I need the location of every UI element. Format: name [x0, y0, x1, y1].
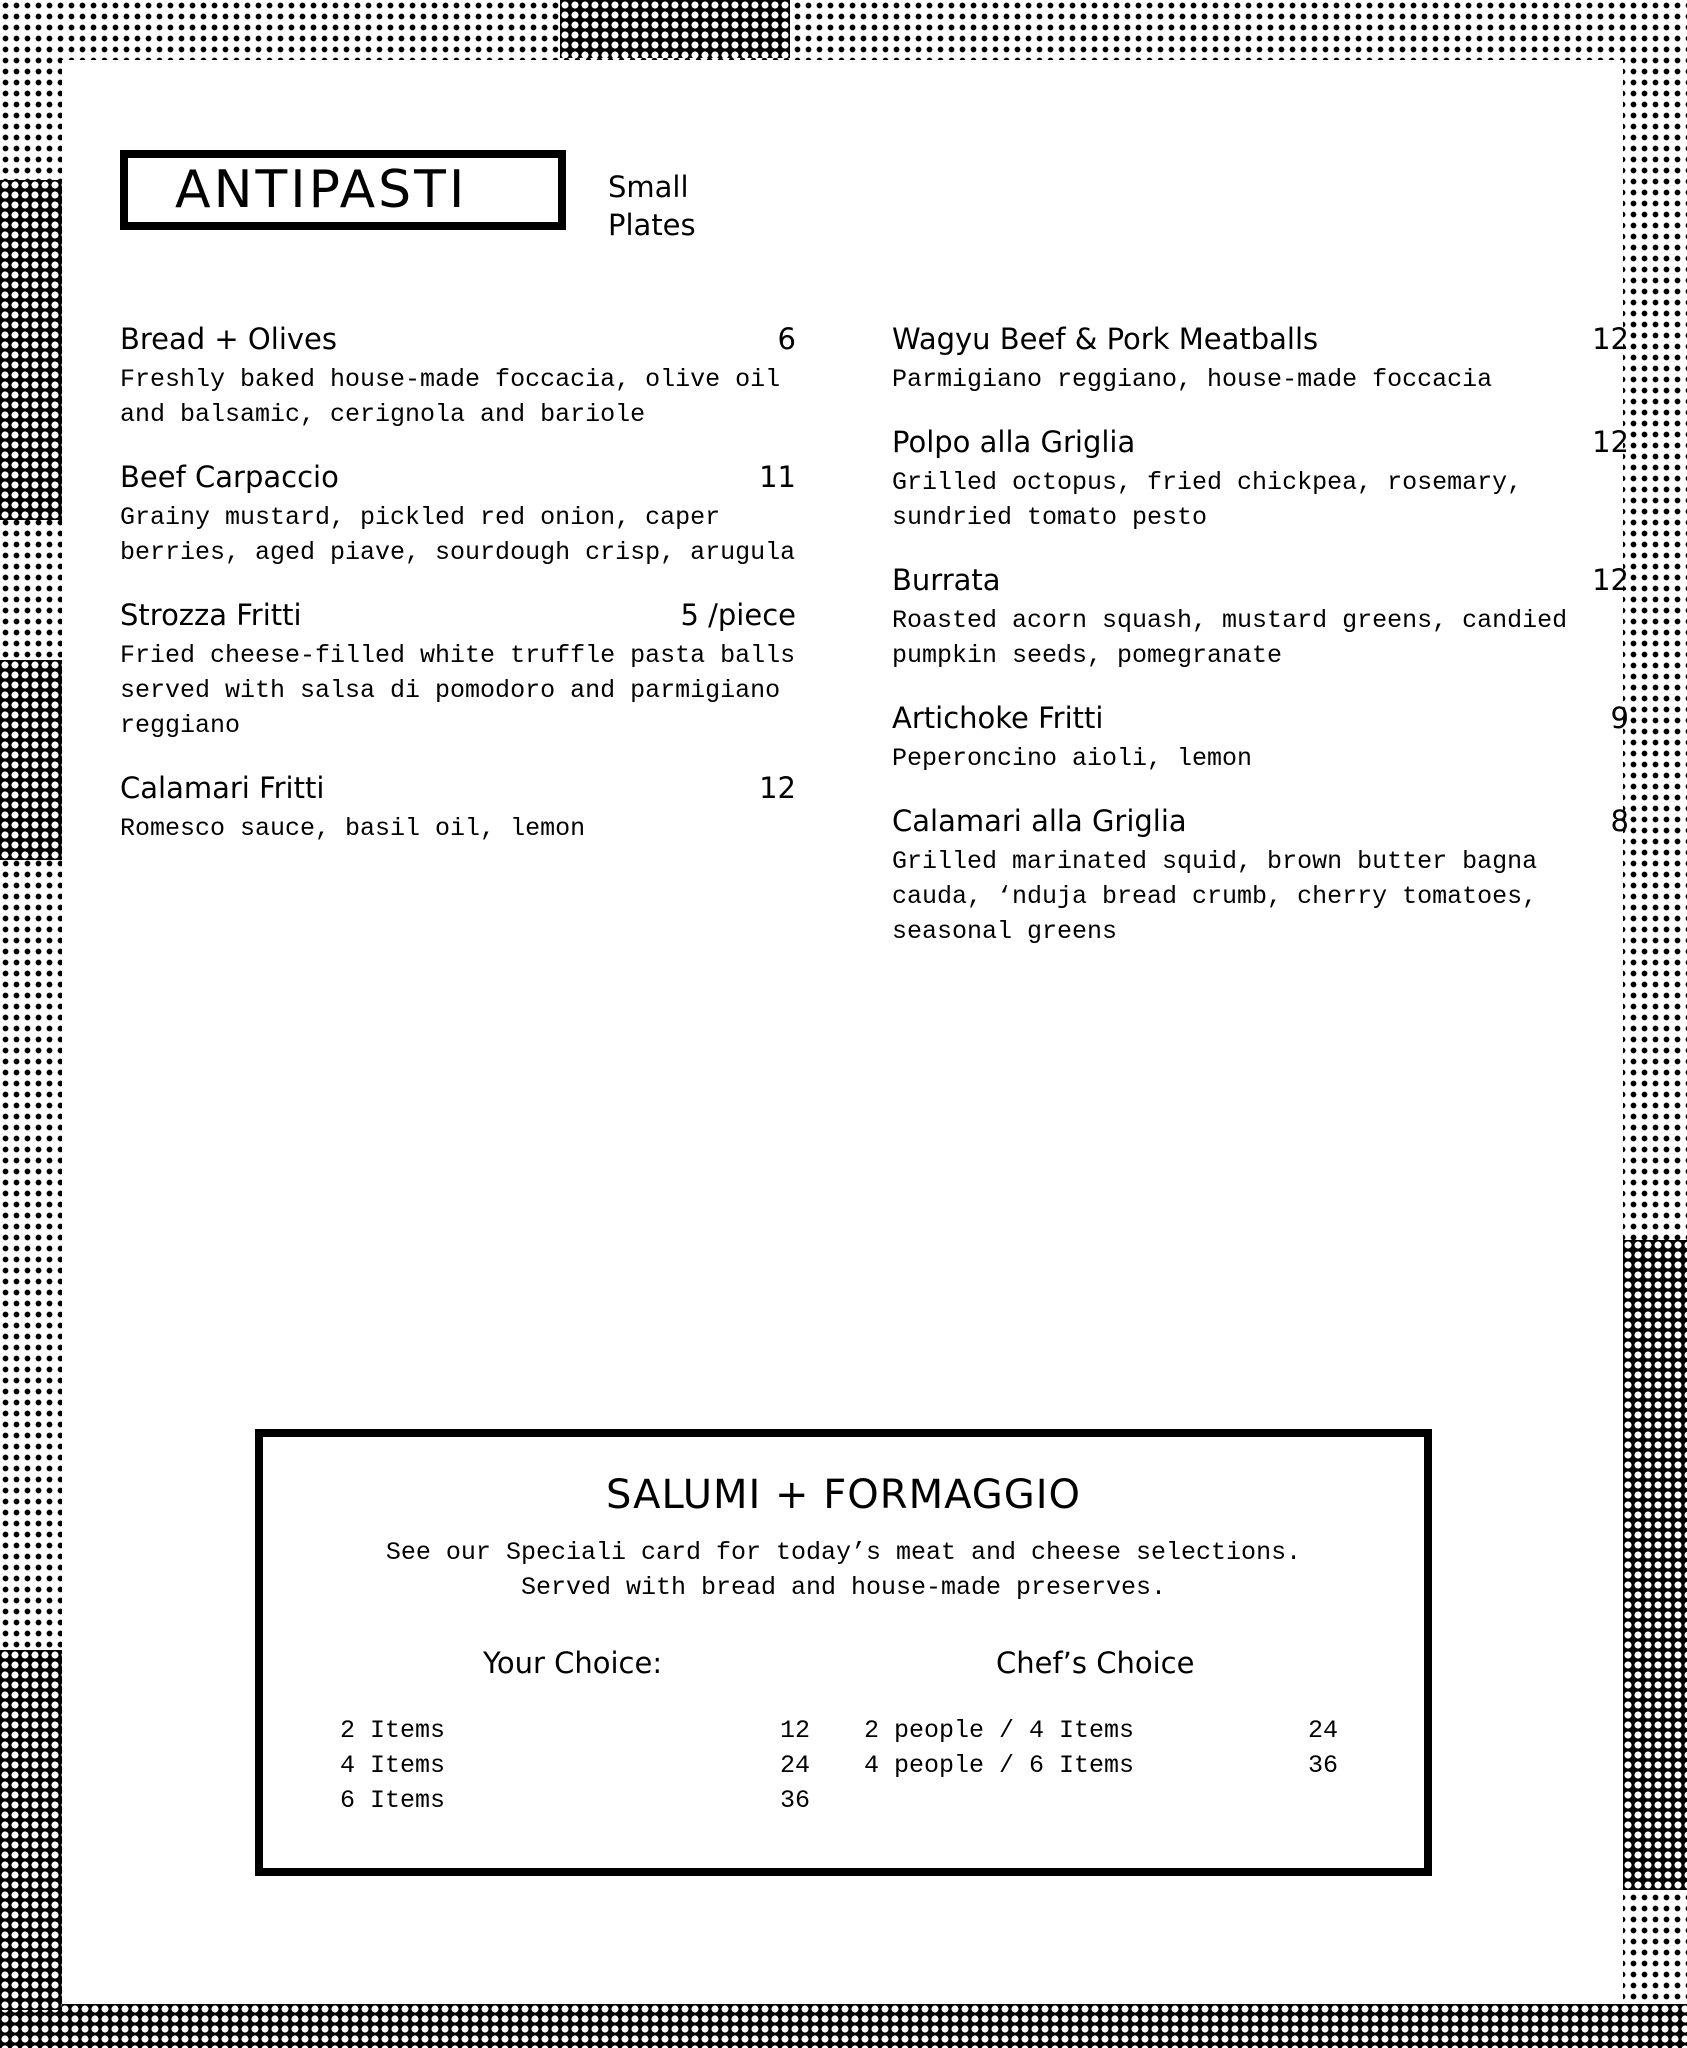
price-row-price: 24: [779, 1751, 810, 1780]
price-row-price: 36: [779, 1786, 810, 1815]
menu-item-name: Calamari Fritti: [120, 771, 325, 805]
menu-item-name: Strozza Fritti: [120, 598, 302, 632]
price-row: [864, 1713, 1338, 1748]
menu-item: [892, 557, 1629, 673]
chefs-choice-heading: Chef’s Choice: [996, 1646, 1195, 1680]
halftone-texture: [0, 180, 62, 520]
menu-item-price: 6: [777, 322, 796, 356]
menu-item-name: Wagyu Beef & Pork Meatballs: [892, 322, 1319, 356]
your-choice-heading: Your Choice:: [483, 1646, 663, 1680]
menu-item-price: 12: [1592, 563, 1629, 597]
price-row-price: 36: [1307, 1751, 1338, 1780]
price-row-price: 24: [1307, 1716, 1338, 1745]
salumi-title: SALUMI + FORMAGGIO: [605, 1472, 1082, 1518]
chefs-choice-list: [864, 1713, 1338, 1783]
menu-item-description: Grainy mustard, pickled red onion, caper berries, aged piave, sourdough crisp, arugula: [120, 503, 796, 567]
menu-item-name: Burrata: [892, 563, 1001, 597]
menu-item-price: 12: [1592, 425, 1629, 459]
price-row-label: 4 people / 6 Items: [864, 1751, 1135, 1780]
menu-page: [62, 60, 1629, 2004]
menu-item-name: Beef Carpaccio: [120, 460, 339, 494]
menu-item-price: 12: [759, 771, 796, 805]
menu-item: [120, 592, 796, 743]
menu-item: [892, 316, 1629, 397]
menu-item-description: Parmigiano reggiano, house-made foccacia: [892, 365, 1493, 394]
menu-item-price: 12: [1592, 322, 1629, 356]
salumi-description-line: See our Speciali card for today’s meat and cheese selections.: [385, 1538, 1302, 1567]
menu-item-price: 8: [1610, 804, 1629, 838]
halftone-texture: [0, 660, 62, 860]
subtitle-line: Small: [608, 170, 689, 204]
price-row: [340, 1783, 810, 1818]
menu-item-description: Freshly baked house-made foccacia, olive oil and balsamic, cerignola and bariole: [120, 365, 781, 429]
section-title: ANTIPASTI: [175, 160, 468, 220]
salumi-box: [255, 1429, 1432, 1876]
menu-item-price: 5 /piece: [680, 598, 796, 632]
menu-item-name: Calamari alla Griglia: [892, 804, 1187, 838]
price-row: [340, 1713, 810, 1748]
menu-item-price: 9: [1610, 701, 1629, 735]
salumi-description-line: Served with bread and house-made preserves.: [520, 1573, 1167, 1602]
menu-item: [120, 454, 796, 570]
your-choice-list: [340, 1713, 810, 1818]
halftone-texture: [0, 1650, 62, 2010]
price-row: [864, 1748, 1338, 1783]
price-row-label: 4 Items: [340, 1751, 446, 1780]
price-row-price: 12: [779, 1716, 810, 1745]
menu-column-right: [892, 316, 1629, 949]
menu-item-name: Polpo alla Griglia: [892, 425, 1136, 459]
menu-item-name: Artichoke Fritti: [892, 701, 1104, 735]
section-subtitle: [608, 168, 696, 244]
menu-item: [892, 419, 1629, 535]
halftone-texture: [0, 2004, 1687, 2048]
menu-item: [892, 798, 1629, 949]
menu-item-description: Romesco sauce, basil oil, lemon: [120, 814, 586, 843]
menu-column-left: [120, 316, 796, 846]
price-row: [340, 1748, 810, 1783]
menu-item: [120, 765, 796, 846]
menu-item-name: Bread + Olives: [120, 322, 337, 356]
section-title-box: [120, 150, 566, 230]
halftone-texture: [560, 0, 790, 58]
salumi-description: [263, 1535, 1424, 1605]
price-row-label: 2 Items: [340, 1716, 446, 1745]
menu-item-description: Grilled marinated squid, brown butter bagna cauda, ‘nduja bread crumb, cherry tomatoes, seasonal greens: [892, 847, 1538, 946]
price-row-label: 6 Items: [340, 1786, 446, 1815]
menu-item-price: 11: [759, 460, 796, 494]
menu-item-description: Peperoncino aioli, lemon: [892, 744, 1253, 773]
menu-item-description: Grilled octopus, fried chickpea, rosemary, sundried tomato pesto: [892, 468, 1523, 532]
price-row-label: 2 people / 4 Items: [864, 1716, 1135, 1745]
halftone-texture: [1623, 1240, 1687, 1890]
menu-item: [892, 695, 1629, 776]
menu-item: [120, 316, 796, 432]
subtitle-line: Plates: [608, 208, 696, 242]
menu-item-description: Fried cheese-filled white truffle pasta balls served with salsa di pomodoro and parmigiano reggiano: [120, 641, 796, 740]
menu-item-description: Roasted acorn squash, mustard greens, candied pumpkin seeds, pomegranate: [892, 606, 1568, 670]
